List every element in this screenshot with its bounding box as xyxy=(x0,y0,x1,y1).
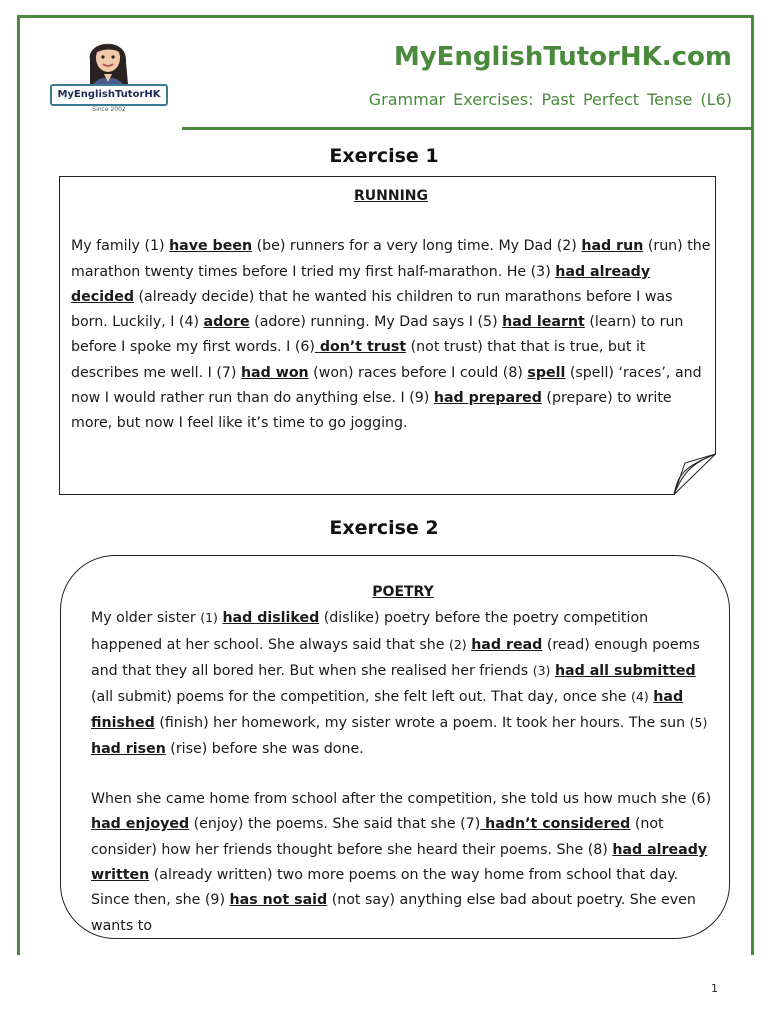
text-run: (spell) ‘races’, and now I would rather run than do anything else. I (9) xyxy=(71,364,702,407)
text-run: (be) runners for a very long time. My Dad (2) xyxy=(252,238,582,255)
answer: had finished xyxy=(91,689,684,732)
text-run: (read) enough poems and that they all bored her. But when she realised her friends xyxy=(91,636,700,679)
answer: had already decided xyxy=(71,263,651,305)
answer: had already written xyxy=(91,841,708,883)
answer: don’t trust xyxy=(314,339,407,356)
question-number: (5) xyxy=(689,715,708,731)
text-run: (not consider) how her friends thought before she heard their poems. She (8) xyxy=(91,816,664,858)
answer: has not said xyxy=(229,892,328,909)
exercise-2-content xyxy=(91,580,715,939)
text-run: (adore) running. My Dad says I (5) xyxy=(249,314,503,331)
text-run: (enjoy) the poems. She said that she (7) xyxy=(189,816,481,833)
question-number: (3) xyxy=(532,662,551,678)
text-run: (won) races before I could (8) xyxy=(308,364,528,381)
text-run: (all submit) poems for the competition, she felt left out. That day, once she xyxy=(91,689,632,706)
question-number: (4) xyxy=(631,689,649,705)
answer: had read xyxy=(471,636,543,653)
tutor-avatar-icon xyxy=(50,32,168,88)
page-number: 1 xyxy=(711,982,718,995)
answer: hadn’t considered xyxy=(480,816,631,833)
answer: had risen xyxy=(91,740,166,757)
answer: spell xyxy=(527,364,566,381)
text-run: My family (1) xyxy=(71,238,170,255)
logo-since: Since 2002 xyxy=(92,106,126,113)
exercise-2-title: Exercise 2 xyxy=(329,517,439,539)
text-run: (not say) anything else bad about poetry. She even wants to xyxy=(91,892,696,934)
question-number: (1) xyxy=(200,610,218,626)
text-run: (finish) her homework, my sister wrote a poem. It took her hours. The sun xyxy=(154,715,690,732)
answer: have been xyxy=(169,238,253,255)
text-run: (learn) to run before I spoke my first words. I (6) xyxy=(71,314,684,356)
exercise-2-paragraph-1 xyxy=(91,605,715,762)
answer: had won xyxy=(240,364,309,381)
text-run: When she came home from school after the competition, she told us how much she (6) xyxy=(91,791,712,808)
text-run: (run) the marathon twenty times before I tried my first half-marathon. He (3) xyxy=(71,238,711,280)
text-run: (not trust) that that is true, but it describes me well. I (7) xyxy=(71,339,646,381)
answer: had enjoyed xyxy=(91,816,190,833)
answer: had disliked xyxy=(222,610,320,627)
exercise-1-title: Exercise 1 xyxy=(329,145,439,167)
text-run: (already written) two more poems on the way home from school that day. Since then, she (9) xyxy=(91,866,679,909)
text-run: My older sister xyxy=(91,610,201,627)
worksheet-subtitle: Grammar Exercises: Past Perfect Tense (L6) xyxy=(368,90,732,109)
exercise-2-heading: POETRY xyxy=(372,584,434,600)
answer: adore xyxy=(203,314,250,331)
exercise-1-heading: RUNNING xyxy=(354,188,428,204)
site-title: MyEnglishTutorHK.com xyxy=(393,42,732,72)
exercise-1-content xyxy=(71,184,711,437)
exercise-1-paragraph xyxy=(71,234,711,436)
answer: had learnt xyxy=(502,314,585,331)
header-divider xyxy=(182,127,754,130)
frame-top-border xyxy=(17,15,754,18)
answer: had run xyxy=(581,238,644,255)
question-number: (2) xyxy=(448,636,467,652)
answer: had all submitted xyxy=(554,662,696,679)
site-logo xyxy=(50,32,168,118)
exercise-2-paragraph-2 xyxy=(91,787,715,939)
logo-wordmark: MyEnglishTutorHK xyxy=(50,84,168,106)
text-run: (dislike) poetry before the poetry competition happened at her school. She always said that she xyxy=(91,610,649,653)
text-run: (already decide) that he wanted his children to run marathons before I was born. Luckily, I (4) xyxy=(71,288,673,331)
answer: had prepared xyxy=(433,390,542,407)
text-run: (rise) before she was done. xyxy=(165,740,364,757)
text-run: (prepare) to write more, but now I feel like it’s time to go jogging. xyxy=(71,390,672,432)
